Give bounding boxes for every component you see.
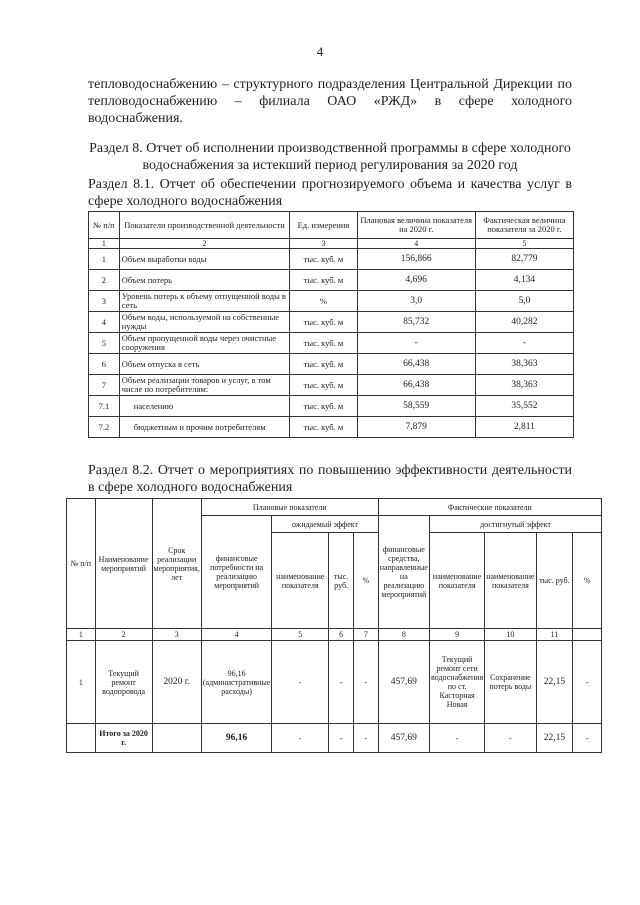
- header-cell: наименование показателя: [272, 533, 329, 629]
- cell: 5,0: [475, 291, 573, 312]
- cell: 457,69: [378, 724, 429, 753]
- header-cell: достигнутый эффект: [429, 516, 601, 533]
- section-8-2-heading: Раздел 8.2. Отчет о мероприятиях по повышению эффективности деятельности в сфере холодного водоснабжения: [88, 463, 572, 495]
- header-cell: Плановые показатели: [201, 499, 378, 516]
- index-cell: 1: [67, 629, 96, 641]
- cell: Объем потерь: [119, 270, 289, 291]
- intro-paragraph: тепловодоснабжению – структурного подразделения Центральной Дирекции по тепловодоснабжению – филиала ОАО «РЖД» в сфере холодного водоснабжения.: [88, 77, 572, 126]
- cell: 96,16 (административные расходы): [201, 641, 271, 724]
- production-table: [88, 211, 574, 438]
- index-row: [67, 629, 602, 641]
- cell: Объем отпуска в сеть: [119, 354, 289, 375]
- cell: 2: [89, 270, 120, 291]
- cell: 4,696: [357, 270, 475, 291]
- header-cell: финансовые потребности на реализацию мероприятий: [201, 516, 271, 629]
- cell: 22,15: [536, 641, 573, 724]
- total-row: [67, 724, 602, 753]
- cell: -: [354, 724, 379, 753]
- cell: 96,16: [201, 724, 271, 753]
- cell: -: [354, 641, 379, 724]
- cell: %: [290, 291, 357, 312]
- cell: -: [573, 724, 602, 753]
- cell: -: [475, 333, 573, 354]
- index-cell: 3: [152, 629, 201, 641]
- cell: Объем выработки воды: [119, 249, 289, 270]
- section-8-1-heading: Раздел 8.1. Отчет об обеспечении прогнозируемого объема и качества услуг в сфере холодного водоснабжения: [88, 177, 572, 209]
- cell: Текущий ремонт сети водоснабжения по ст. Касторная Новая: [429, 641, 484, 724]
- table-row: [89, 354, 574, 375]
- cell: Объем реализации товаров и услуг, в том числе по потребителям:: [119, 375, 289, 396]
- index-cell: [573, 629, 602, 641]
- cell: 1: [67, 641, 96, 724]
- cell: 85,732: [357, 312, 475, 333]
- table-row: [89, 312, 574, 333]
- cell: -: [573, 641, 602, 724]
- cell: 2020 г.: [152, 641, 201, 724]
- index-cell: 3: [290, 239, 357, 249]
- cell: Итого за 2020 г.: [95, 724, 152, 753]
- header-cell: № п/п: [67, 499, 96, 629]
- index-cell: 5: [475, 239, 573, 249]
- cell: 7.2: [89, 417, 120, 438]
- cell: -: [485, 724, 536, 753]
- cell: 1: [89, 249, 120, 270]
- cell: 2,811: [475, 417, 573, 438]
- cell: Сохранение потерь воды: [485, 641, 536, 724]
- cell: [67, 724, 96, 753]
- index-cell: 1: [89, 239, 120, 249]
- index-cell: 8: [378, 629, 429, 641]
- cell: тыс. куб. м: [290, 312, 357, 333]
- cell: 35,552: [475, 396, 573, 417]
- cell: тыс. куб. м: [290, 333, 357, 354]
- cell: 457,69: [378, 641, 429, 724]
- cell: 3,0: [357, 291, 475, 312]
- table-row: [89, 375, 574, 396]
- cell: 38,363: [475, 375, 573, 396]
- cell: тыс. куб. м: [290, 354, 357, 375]
- cell: 3: [89, 291, 120, 312]
- header-cell: финансовые средства, направленные на реализацию мероприятий: [378, 516, 429, 629]
- index-cell: 9: [429, 629, 484, 641]
- index-row: [89, 239, 574, 249]
- cell: населению: [119, 396, 289, 417]
- index-cell: 5: [272, 629, 329, 641]
- header-cell: Ед. измерения: [290, 212, 357, 239]
- cell: Текущий ремонт водопровода: [95, 641, 152, 724]
- section-8-heading: Раздел 8. Отчет об исполнении производственной программы в сфере холодного водоснабжения за истекший период регулирования за 2020 год: [89, 141, 571, 173]
- cell: 5: [89, 333, 120, 354]
- header-cell: %: [354, 533, 379, 629]
- table-header-row: [67, 499, 602, 516]
- cell: Объем воды, используемой на собственные нужды: [119, 312, 289, 333]
- cell: 22,15: [536, 724, 573, 753]
- cell: 58,559: [357, 396, 475, 417]
- table-row: [89, 417, 574, 438]
- header-cell: ожидаемый эффект: [272, 516, 378, 533]
- index-cell: 6: [329, 629, 354, 641]
- cell: Объем пропущенной воды через очистные сооружения: [119, 333, 289, 354]
- header-cell: № п/п: [89, 212, 120, 239]
- header-cell: %: [573, 533, 602, 629]
- header-cell: Показатели производственной деятельности: [119, 212, 289, 239]
- cell: тыс. куб. м: [290, 396, 357, 417]
- index-cell: 4: [357, 239, 475, 249]
- index-cell: 11: [536, 629, 573, 641]
- cell: 7,879: [357, 417, 475, 438]
- cell: -: [357, 333, 475, 354]
- table-row: [89, 291, 574, 312]
- header-cell: Фактическая величина показателя за 2020 г.: [475, 212, 573, 239]
- cell: 7.1: [89, 396, 120, 417]
- header-cell: Наименование мероприятий: [95, 499, 152, 629]
- cell: 66,438: [357, 354, 475, 375]
- index-cell: 2: [119, 239, 289, 249]
- cell: -: [272, 724, 329, 753]
- header-cell: наименование показателя: [429, 533, 484, 629]
- cell: 66,438: [357, 375, 475, 396]
- cell: бюджетным и прочим потребителям: [119, 417, 289, 438]
- cell: 4: [89, 312, 120, 333]
- header-cell: Плановая величина показателя на 2020 г.: [357, 212, 475, 239]
- table-header-row: [89, 212, 574, 239]
- cell: тыс. куб. м: [290, 270, 357, 291]
- table-row: [67, 641, 602, 724]
- cell: 6: [89, 354, 120, 375]
- header-cell: тыс. руб.: [536, 533, 573, 629]
- cell: -: [329, 641, 354, 724]
- header-cell: тыс. руб.: [329, 533, 354, 629]
- cell: тыс. куб. м: [290, 249, 357, 270]
- header-cell: наименование показателя: [485, 533, 536, 629]
- index-cell: 4: [201, 629, 271, 641]
- cell: 4,134: [475, 270, 573, 291]
- cell: 7: [89, 375, 120, 396]
- table-row: [89, 270, 574, 291]
- cell: -: [429, 724, 484, 753]
- cell: -: [329, 724, 354, 753]
- page-number: 4: [316, 44, 324, 59]
- index-cell: 10: [485, 629, 536, 641]
- cell: 156,866: [357, 249, 475, 270]
- cell: 82,779: [475, 249, 573, 270]
- header-cell: Срок реализации мероприятия, лет: [152, 499, 201, 629]
- cell: тыс. куб. м: [290, 375, 357, 396]
- cell: [152, 724, 201, 753]
- cell: -: [272, 641, 329, 724]
- table-row: [89, 249, 574, 270]
- table-row: [89, 396, 574, 417]
- cell: 40,282: [475, 312, 573, 333]
- index-cell: 2: [95, 629, 152, 641]
- header-cell: Фактические показатели: [378, 499, 601, 516]
- cell: Уровень потерь к объему отпущенной воды в сеть: [119, 291, 289, 312]
- measures-table: [66, 498, 602, 753]
- index-cell: 7: [354, 629, 379, 641]
- cell: тыс. куб. м: [290, 417, 357, 438]
- table-row: [89, 333, 574, 354]
- cell: 38,363: [475, 354, 573, 375]
